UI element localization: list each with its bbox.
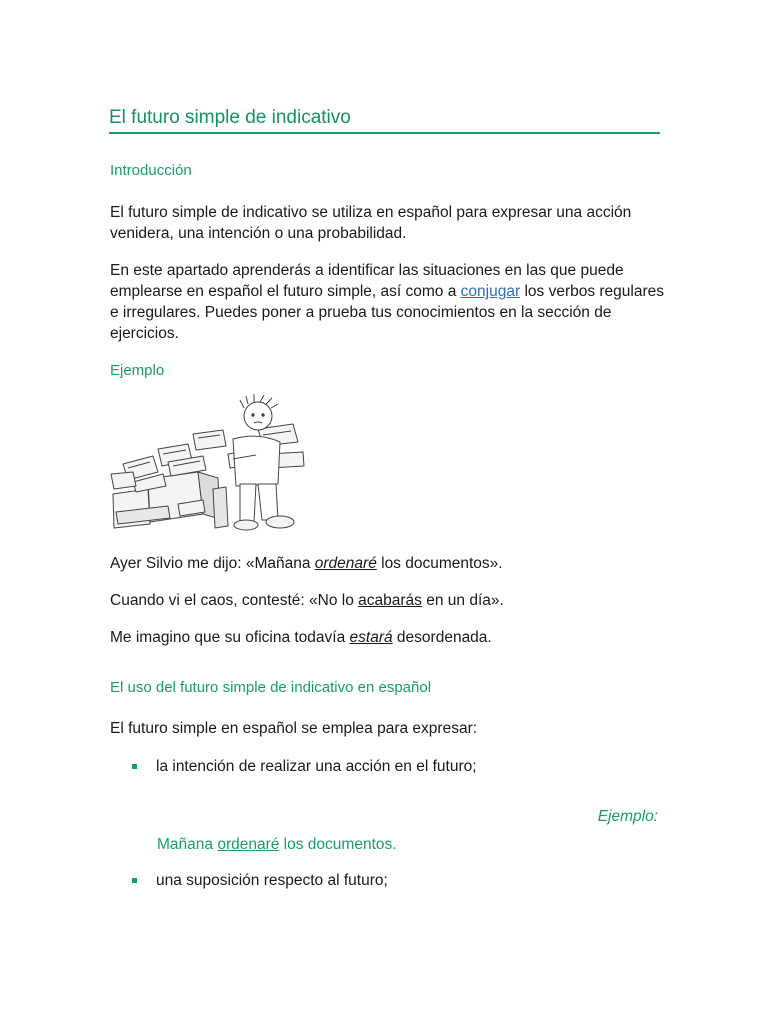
section-heading-uso: El uso del futuro simple de indicativo en español bbox=[110, 679, 432, 696]
example-sentence-green bbox=[157, 836, 397, 854]
messy-office-illustration bbox=[108, 394, 308, 534]
verb-ordenare: ordenaré bbox=[314, 555, 377, 572]
example-sentence-green-end: los documentos. bbox=[279, 836, 397, 853]
verb-estara: estará bbox=[349, 629, 393, 646]
intro-paragraph-2-text: En este apartado aprenderás a identificar las situaciones en las que puede emplearse en español el futuro simple, así como a bbox=[110, 262, 624, 300]
intro-paragraph-1: El futuro simple de indicativo se utiliza en español para expresar una acción venidera, una intención o una probabilidad. bbox=[110, 204, 632, 242]
usage-intro: El futuro simple en español se emplea para expresar: bbox=[110, 720, 478, 737]
bullet-marker-2 bbox=[132, 878, 137, 883]
bullet-marker-1 bbox=[132, 764, 137, 769]
example-sentence-green-start: Mañana bbox=[157, 836, 218, 853]
example-sentence-3-start: Me imagino que su oficina todavía bbox=[110, 629, 350, 646]
example-sentence-1 bbox=[110, 553, 670, 574]
section-heading-ejemplo: Ejemplo bbox=[110, 362, 165, 379]
verb-ordenare-green: ordenaré bbox=[217, 836, 280, 853]
usage-bullet-2: una suposición respecto al futuro; bbox=[156, 872, 388, 889]
conjugar-link[interactable]: conjugar bbox=[460, 283, 521, 300]
section-heading-introduccion: Introducción bbox=[110, 162, 192, 179]
usage-bullet-1: la intención de realizar una acción en el futuro; bbox=[156, 758, 477, 775]
example-sentence-1-end: los documentos». bbox=[376, 555, 503, 572]
example-sentence-3-end: desordenada. bbox=[392, 629, 492, 646]
example-sentence-2-start: Cuando vi el caos, contesté: «No lo bbox=[110, 592, 359, 609]
example-sentence-3 bbox=[110, 627, 670, 648]
verb-acabaras: acabarás bbox=[358, 592, 422, 609]
example-sentence-1-start: Ayer Silvio me dijo: «Mañana bbox=[110, 555, 315, 572]
example-label: Ejemplo: bbox=[597, 808, 658, 825]
intro-paragraph-2-text-end: los verbos regulares e irregulares. Puedes poner a prueba tus conocimientos en la sección de ejercicios. bbox=[110, 283, 665, 342]
intro-paragraph-2 bbox=[110, 260, 670, 344]
page-title: El futuro simple de indicativo bbox=[109, 106, 660, 134]
example-sentence-2 bbox=[110, 590, 670, 611]
example-sentence-2-end: en un día». bbox=[421, 592, 504, 609]
